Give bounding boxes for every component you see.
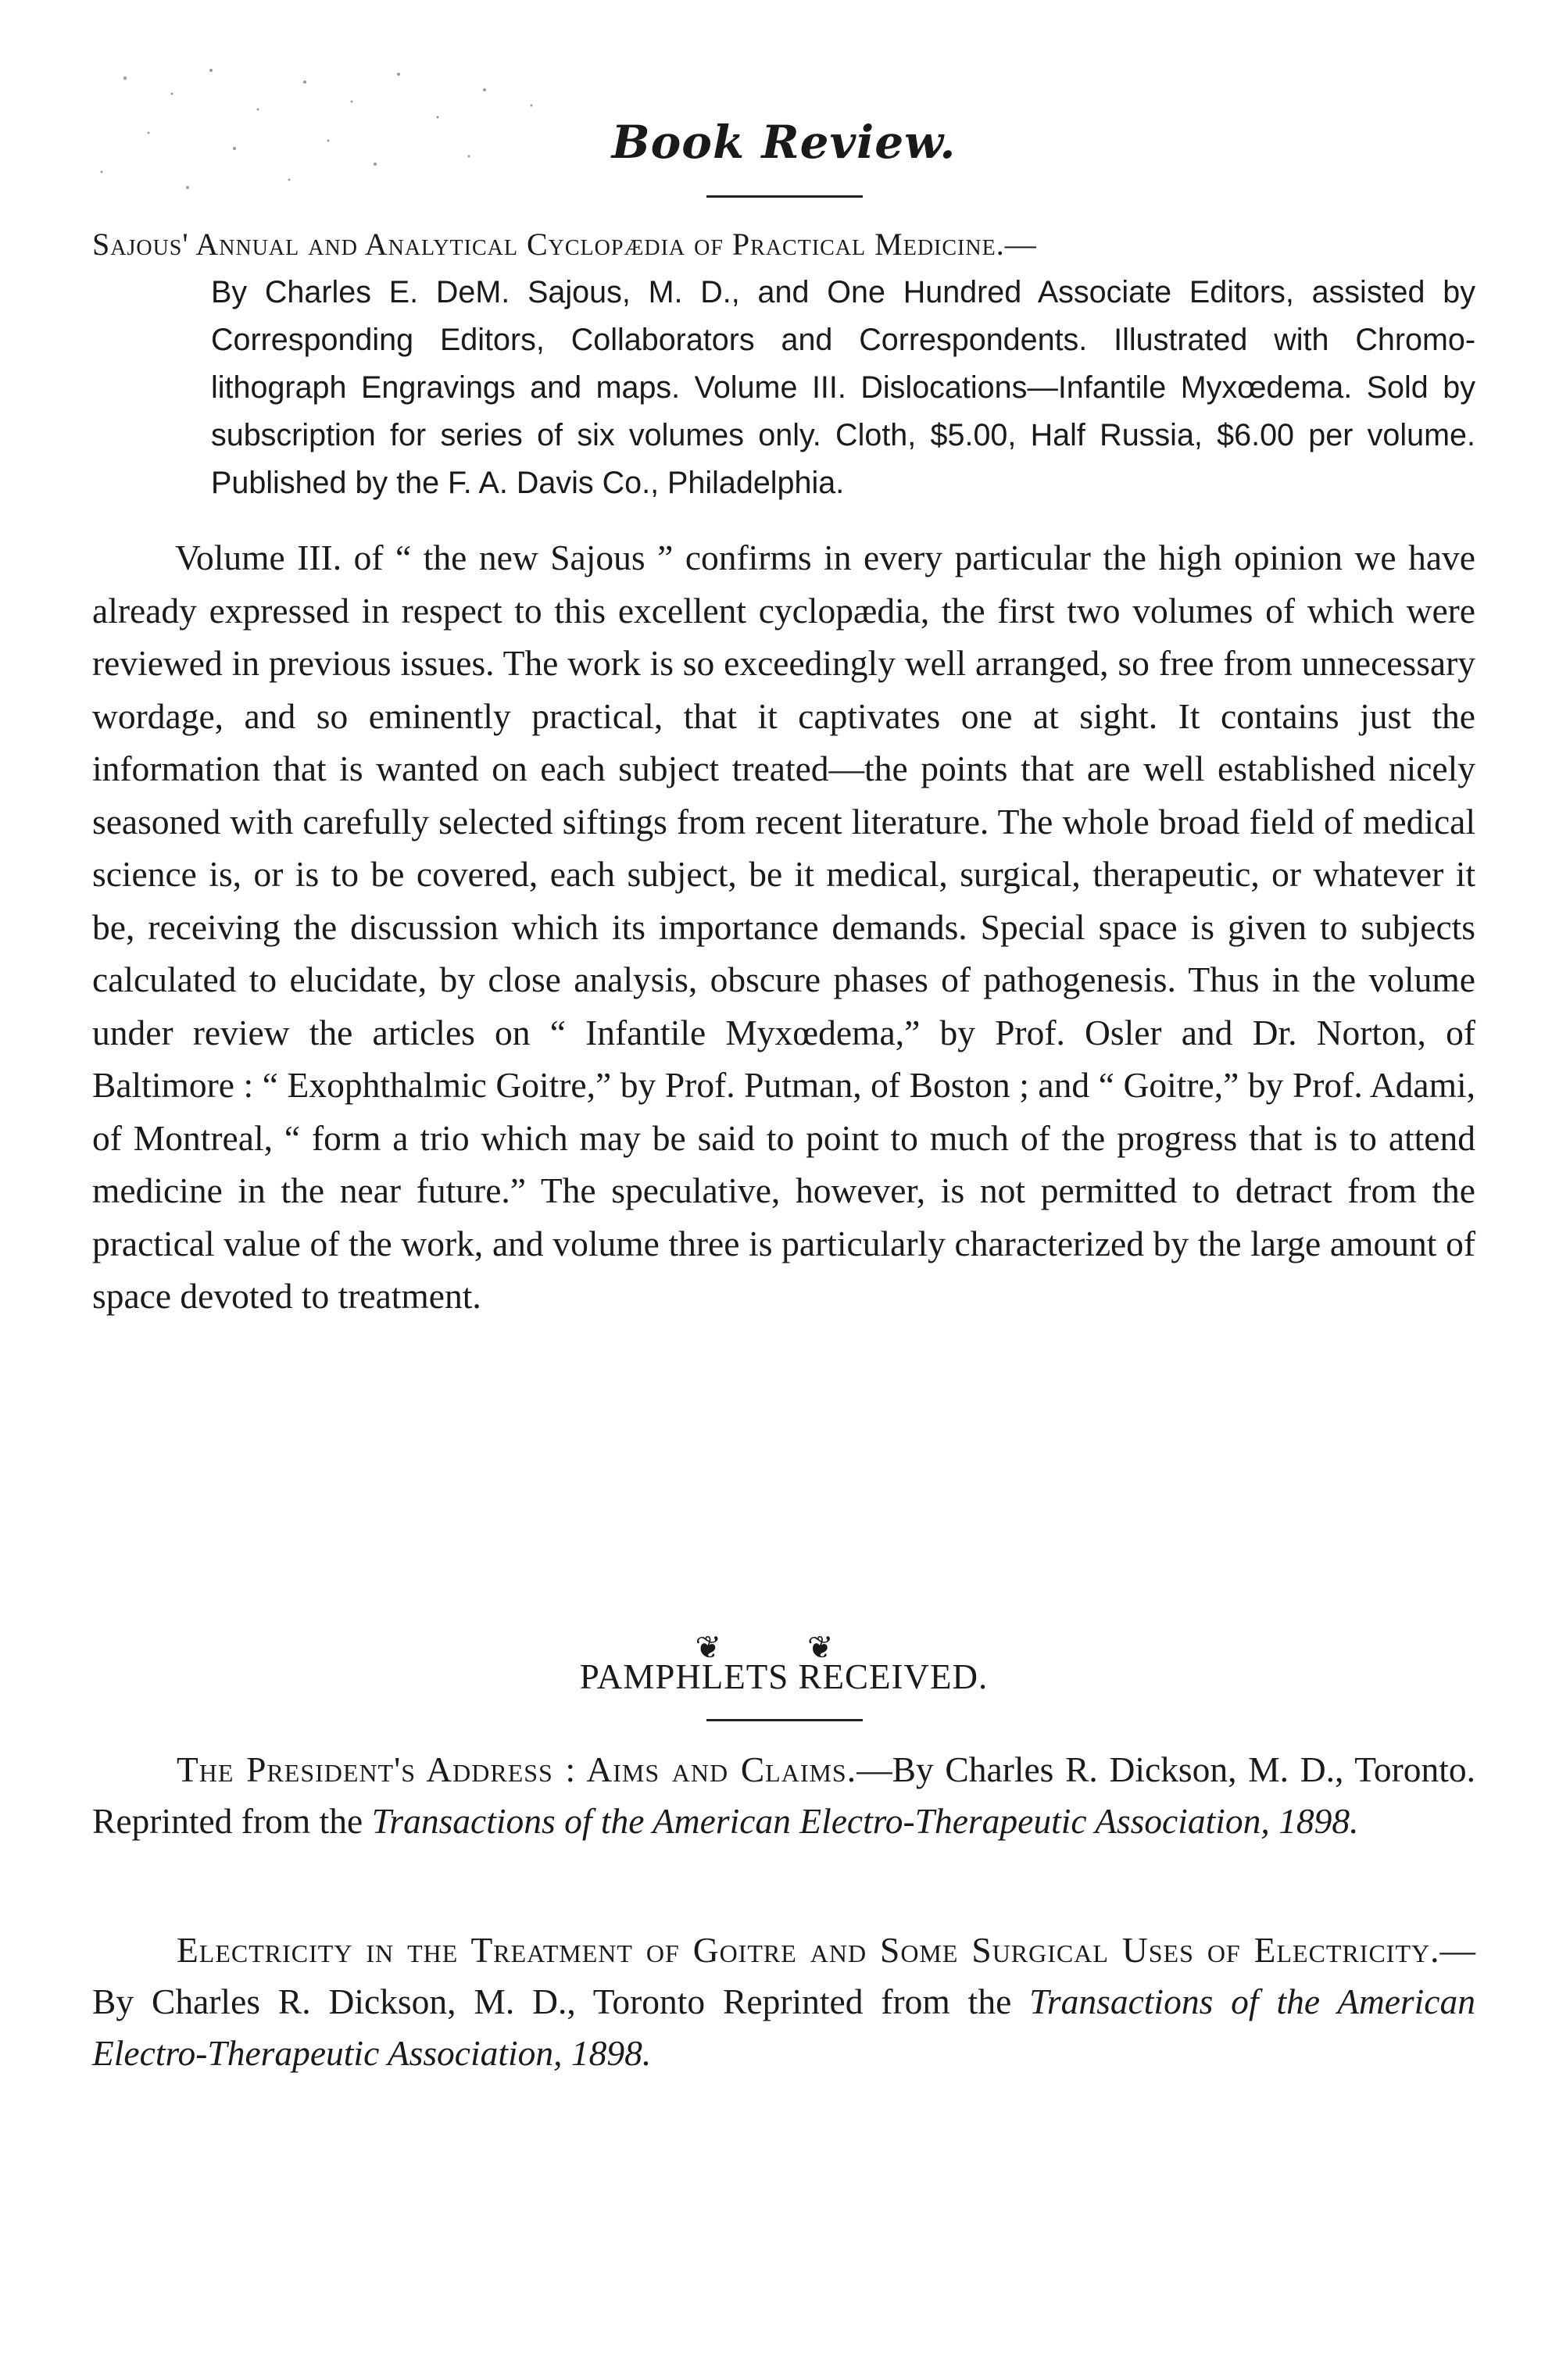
pamphlet-entry [92,1924,1475,2079]
section-divider [706,1719,863,1721]
pamphlet-entry [92,1744,1475,1847]
pamphlet-source: Transactions of the American Electro-Therapeutic Association, 1898. [92,1982,1475,2073]
pamphlet-title: The President's Address : Aims and Claims. [177,1749,857,1789]
page-title: Book Review. [611,116,957,169]
pamphlet-source: Transactions of the American Electro-Therapeutic Association, 1898. [371,1801,1359,1841]
pamphlets-section-title: PAMPHLETS RECEIVED. [579,1657,989,1696]
review-entry-details: By Charles E. DeM. Sajous, M. D., and One Hundred Associate Editors, assisted by Corresponding Editors, Collaborators and Correspondents. Illustrated with Chromo-lithograph Engravings and maps. Volume III. Dislocations—Infantile Myxœdema. Sold by subscription for series of six volumes only. Cloth, $5.00, Half Russia, $6.00 per volume. Published by the F. A. Davis Co., Philadelphia. [211,275,1475,500]
fleuron-ornament: ❦ ❦ [695,1630,873,1665]
review-entry-title: Sajous' Annual and Analytical Cyclopædia of Practical Medicine.— [92,227,1037,262]
review-entry-heading [92,220,1475,507]
review-body: Volume III. of “ the new Sajous ” confirms in every particular the high opinion we have already expressed in respect to this excellent cyclopædia, the first two volumes of which were reviewed in previous issues. The work is so exceedingly well arranged, so free from unnecessary wordage, and so eminently practical, that it captivates one at sight. It contains just the information that is wanted on each subject treated—the points that are well established nicely seasoned with carefully selected siftings from recent literature. The whole broad field of medical science is, or is to be covered, each subject, be it medical, surgical, therapeutic, or whatever it be, receiving the discussion which its importance demands. Special space is given to subjects calculated to elucidate, by close analysis, obscure phases of pathogenesis. Thus in the volume under review the articles on “ Infantile Myxœdema,” by Prof. Osler and Dr. Norton, of Baltimore : “ Exophthalmic Goitre,” by Prof. Putman, of Boston ; and “ Goitre,” by Prof. Adami, of Montreal, “ form a trio which may be said to point to much of the progress that is to attend medicine in the near future.” The speculative, however, is not permitted to detract from the practical value of the work, and volume three is particularly characterized by the large amount of space devoted to treatment. [92,538,1475,1316]
title-divider [706,195,863,198]
pamphlet-details: —By Charles R. Dickson, M. D., Toronto. Reprinted from the [92,1749,1475,1841]
pamphlet-details: —By Charles R. Dickson, M. D., Toronto Reprinted from the [92,1930,1475,2021]
pamphlet-title: Electricity in the Treatment of Goitre and Some Surgical Uses of Electricity. [177,1930,1440,1970]
